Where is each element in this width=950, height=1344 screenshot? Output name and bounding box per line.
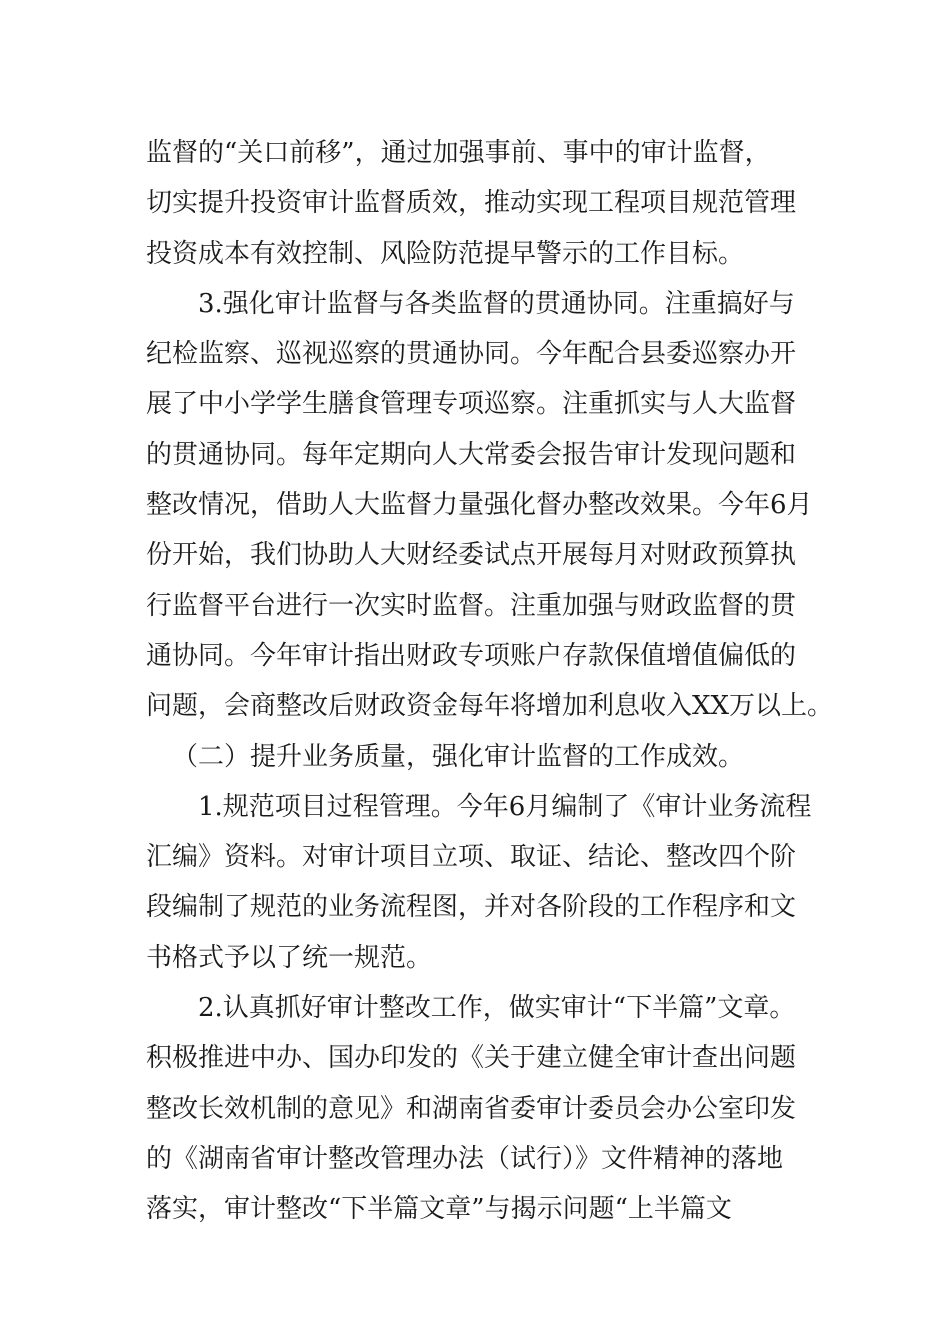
text-line: 整改情况，借助人大监督力量强化督办整改效果。今年6月 — [146, 490, 813, 521]
paragraph-start-line: 2.认真抓好审计整改工作，做实审计“下半篇”文章。 — [198, 993, 796, 1024]
text-line: 汇编》资料。对审计项目立项、取证、结论、整改四个阶 — [146, 842, 797, 873]
text-line: 切实提升投资审计监督质效，推动实现工程项目规范管理 — [146, 188, 797, 219]
text-line: 段编制了规范的业务流程图，并对各阶段的工作程序和文 — [146, 892, 797, 923]
text-line: 落实，审计整改“下半篇文章”与揭示问题“上半篇文 — [146, 1194, 732, 1225]
text-line: 整改长效机制的意见》和湖南省委审计委员会办公室印发 — [146, 1093, 797, 1124]
text-line: 行监督平台进行一次实时监督。注重加强与财政监督的贯 — [146, 590, 797, 621]
text-line: 展了中小学学生膳食管理专项巡察。注重抓实与人大监督 — [146, 389, 797, 420]
text-line: 通协同。今年审计指出财政专项账户存款保值增值偏低的 — [146, 640, 797, 671]
text-line: 书格式予以了统一规范。 — [146, 942, 433, 973]
text-line: 投资成本有效控制、风险防范提早警示的工作目标。 — [146, 238, 745, 269]
section-heading: （二）提升业务质量，强化审计监督的工作成效。 — [172, 741, 745, 772]
paragraph-start-line: 1.规范项目过程管理。今年6月编制了《审计业务流程 — [198, 791, 812, 822]
text-line: 问题，会商整改后财政资金每年将增加利息收入XX万以上。 — [146, 691, 834, 722]
body-text — [146, 128, 834, 1235]
text-line: 监督的“关口前移”，通过加强事前、事中的审计监督， — [146, 138, 771, 168]
text-line: 积极推进中办、国办印发的《关于建立健全审计查出问题 — [146, 1043, 797, 1074]
text-line: 纪检监察、巡视巡察的贯通协同。今年配合县委巡察办开 — [146, 339, 797, 370]
text-line: 的《湖南省审计整改管理办法（试行）》文件精神的落地 — [146, 1143, 784, 1174]
text-line: 份开始，我们协助人大财经委试点开展每月对财政预算执 — [146, 540, 797, 571]
paragraph-start-line: 3.强化审计监督与各类监督的贯通协同。注重搞好与 — [198, 288, 795, 319]
text-line: 的贯通协同。每年定期向人大常委会报告审计发现问题和 — [146, 439, 797, 470]
